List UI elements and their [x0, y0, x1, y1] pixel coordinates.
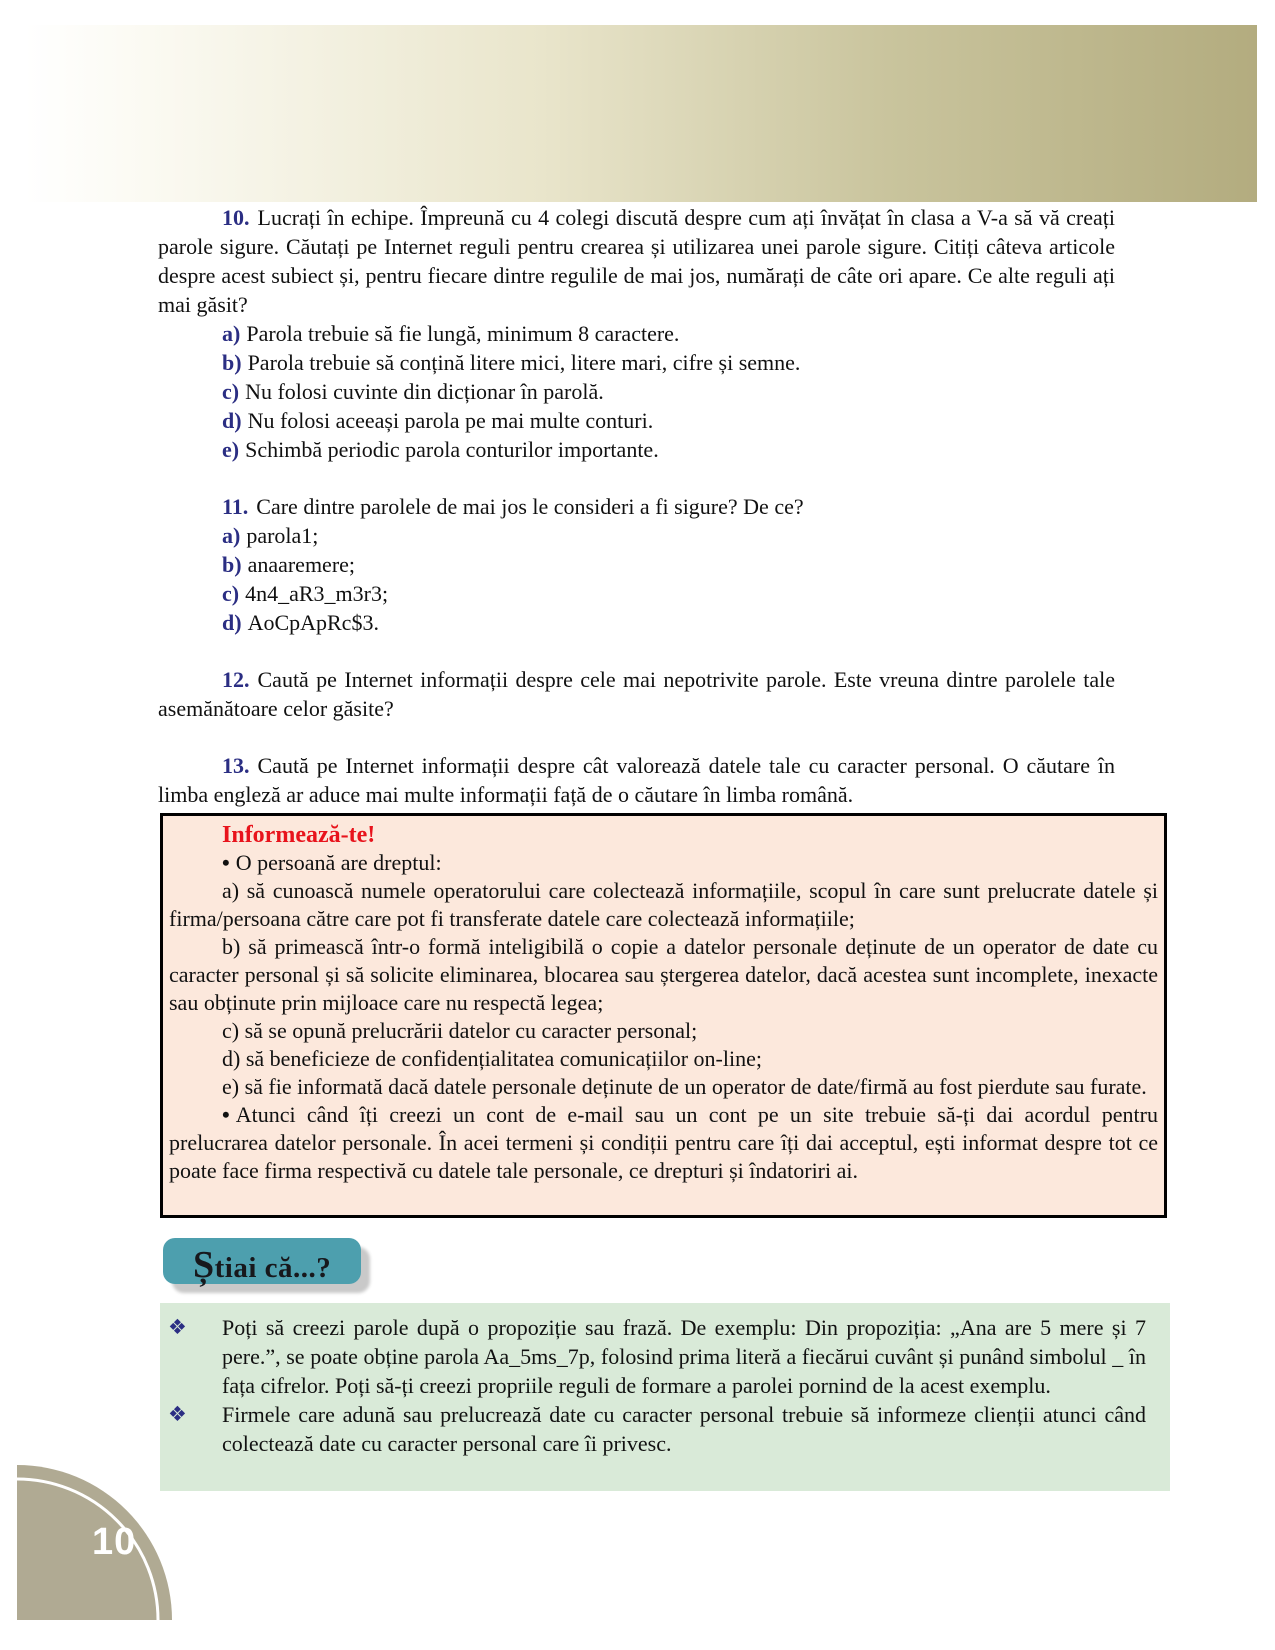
exercise-text: Caută pe Internet informații despre cât valorează datele tale cu caracter personal. O căutare în limba engleză ar aduce mai multe informații față de o căutare în limba română.	[158, 753, 1115, 807]
list-item	[158, 608, 1115, 637]
did-you-know-tab	[163, 1238, 361, 1284]
item-text: să cunoască numele operatorului care colectează informațiile, scopul în care sunt prelucrate datele și firma/persoana către care pot fi transferate datele care colectează informațiile;	[169, 878, 1158, 931]
info-item	[169, 1017, 1158, 1045]
item-label: c)	[222, 1018, 240, 1043]
info-item	[169, 933, 1158, 1017]
item-text: Nu folosi aceeași parola pe mai multe conturi.	[247, 408, 654, 433]
item-label: b)	[222, 934, 241, 959]
bullet-icon: •	[222, 850, 230, 875]
item-text: 4n4_aR3_m3r3;	[245, 581, 389, 606]
item-text: Schimbă periodic parola conturilor importante.	[245, 437, 659, 462]
item-text: să beneficieze de confidențialitatea comunicațiilor on-line;	[245, 1046, 762, 1071]
list-item	[158, 579, 1115, 608]
know-item	[160, 1313, 1170, 1400]
info-box-title: Informează-te!	[222, 822, 376, 848]
diamond-bullet-icon: ❖	[168, 1315, 187, 1339]
item-label: b)	[222, 552, 242, 577]
exercise-text: Lucrați în echipe. Împreună cu 4 colegi discută despre cum ați învățat în clasa a V-a să vă creați parole sigure. Căutați pe Internet reguli pentru crearea și utilizarea unei parole sigure. Citiți câteva articole despre acest subiect și, pentru fiecare dintre regulile de mai jos, numărați de câte ori apare. Ce alte reguli ați mai găsit?	[158, 205, 1115, 317]
item-label: e)	[222, 1074, 240, 1099]
item-text: Parola trebuie să fie lungă, minimum 8 caractere.	[246, 321, 680, 346]
info-closing-text: Atunci când îți creezi un cont de e-mail sau un cont pe un site trebuie să-ți dai acordul pentru prelucrarea datelor personale. În acei termeni și condiții pentru care îți dai acceptul, ești informat despre tot ce poate face firma respectivă cu datele tale personale, ce drepturi și îndatoriri ai.	[169, 1102, 1158, 1183]
list-item	[158, 348, 1115, 377]
did-you-know-box	[160, 1303, 1170, 1491]
item-text: să primească într-o formă inteligibilă o copie a datelor personale deținute de un operator de date cu caracter personal și să solicite eliminarea, blocarea sau ștergerea datelor, dacă acestea sunt incomplete, inexacte sau obținute prin mijloace care nu respectă legea;	[169, 934, 1159, 1015]
list-item	[158, 550, 1115, 579]
item-text: anaaremere;	[247, 552, 356, 577]
know-item-text: Firmele care adună sau prelucrează date cu caracter personal trebuie să informeze clienții atunci când colectează date cu caracter personal care îi privesc.	[222, 1402, 1146, 1456]
item-text: să fie informată dacă datele personale deținute de un operator de date/firmă au fost pierdute sau furate.	[244, 1074, 1147, 1099]
item-label: d)	[222, 408, 242, 433]
item-text: să se opună prelucrării datelor cu caracter personal;	[244, 1018, 698, 1043]
info-item	[169, 877, 1158, 933]
bullet-icon: •	[222, 1102, 230, 1127]
item-text: Nu folosi cuvinte din dicționar în parolă.	[245, 379, 604, 404]
list-item	[158, 319, 1115, 348]
exercise-11	[158, 492, 1115, 521]
know-item-text: Poți să creezi parole după o propoziție sau frază. De exemplu: Din propoziția: „Ana are 5 mere și 7 pere.”, se poate obține parola Aa_5ms_7p, folosind prima literă a fiecărui cuvânt și punând simbolul _ în fața cifrelor. Poți să-ți creezi propriile reguli de formare a parolei pornind de la acest exemplu.	[222, 1315, 1146, 1398]
diamond-bullet-icon: ❖	[168, 1402, 187, 1426]
page-corner-ornament	[0, 1455, 185, 1650]
list-item	[158, 435, 1115, 464]
item-label: e)	[222, 437, 240, 462]
item-label: c)	[222, 581, 240, 606]
exercise-number: 13.	[222, 753, 250, 778]
inform-yourself-box	[160, 813, 1167, 1218]
list-item	[158, 406, 1115, 435]
item-label: c)	[222, 379, 240, 404]
info-item	[169, 1073, 1158, 1101]
item-label: b)	[222, 350, 242, 375]
info-intro-text: O persoană are dreptul:	[235, 850, 442, 875]
item-label: a)	[222, 321, 241, 346]
exercises-section	[158, 203, 1115, 809]
list-item	[158, 377, 1115, 406]
exercise-13	[158, 751, 1115, 809]
know-item	[160, 1400, 1170, 1458]
exercise-number: 12.	[222, 667, 250, 692]
list-item	[158, 521, 1115, 550]
item-label: a)	[222, 878, 240, 903]
info-item	[169, 1045, 1158, 1073]
item-label: a)	[222, 523, 241, 548]
item-label: d)	[222, 1046, 241, 1071]
info-closing	[169, 1101, 1158, 1185]
item-text: Parola trebuie să conțină litere mici, litere mari, cifre și semne.	[247, 350, 801, 375]
did-you-know-label: Știai că...?	[193, 1244, 332, 1286]
exercise-text: Caută pe Internet informații despre cele mai nepotrivite parole. Este vreuna dintre parolele tale asemănătoare celor găsite?	[158, 667, 1115, 721]
item-label: d)	[222, 610, 242, 635]
top-gradient-bar	[25, 25, 1257, 202]
item-text: AoCpApRc$3.	[247, 610, 379, 635]
exercise-text: Care dintre parolele de mai jos le consideri a fi sigure? De ce?	[256, 494, 804, 519]
exercise-number: 11.	[222, 494, 249, 519]
item-text: parola1;	[246, 523, 319, 548]
exercise-12	[158, 665, 1115, 723]
exercise-10	[158, 203, 1115, 319]
page-number: 10	[92, 1521, 137, 1563]
exercise-number: 10.	[222, 205, 250, 230]
info-intro	[169, 849, 1158, 877]
